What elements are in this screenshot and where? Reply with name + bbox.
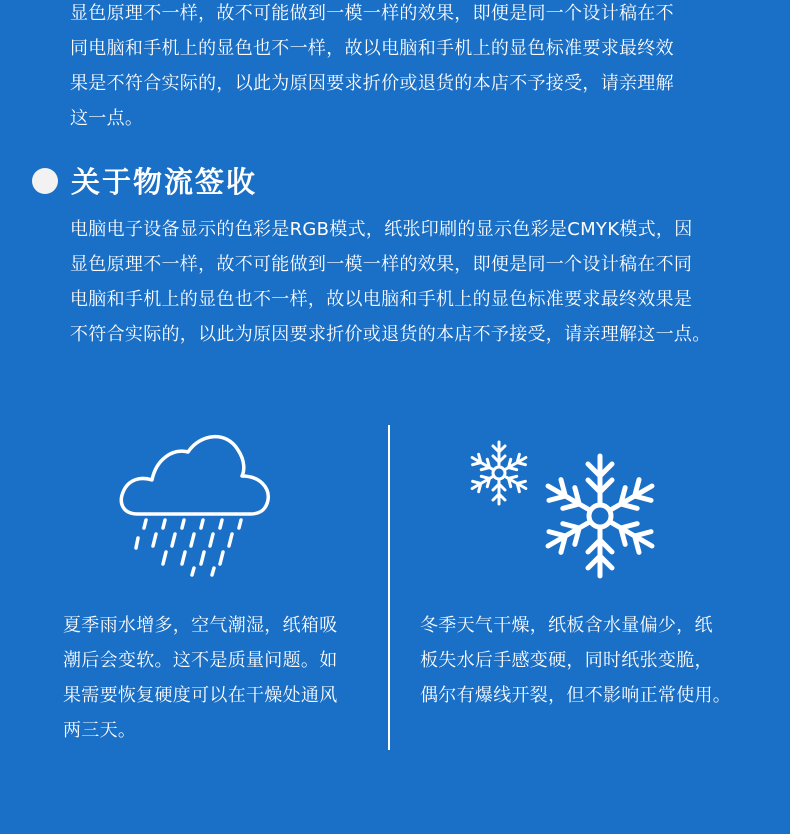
column-divider — [388, 425, 390, 750]
winter-caption-line: 板失水后手感变硬，同时纸张变脆， — [420, 650, 713, 671]
rain-cloud-icon — [118, 428, 274, 584]
intro-line: 显色原理不一样，故不可能做到一模一样的效果，即便是同一个设计稿在不 — [70, 3, 674, 24]
winter-caption-line: 冬季天气干燥，纸板含水量偏少，纸 — [420, 615, 713, 636]
logistics-section-heading — [32, 160, 257, 201]
winter-caption — [420, 608, 731, 713]
bullet-dot-icon — [32, 168, 58, 194]
intro-line: 果是不符合实际的，以此为原因要求折价或退货的本店不予接受，请亲理解 — [70, 73, 674, 94]
section-title: 关于物流签收 — [71, 165, 258, 199]
summer-caption-line: 两三天。 — [63, 720, 137, 741]
intro-line: 同电脑和手机上的显色也不一样，故以电脑和手机上的显色标准要求最终效 — [70, 38, 674, 59]
logistics-line: 电脑电子设备显示的色彩是RGB模式，纸张印刷的显示色彩是CMYK模式，因 — [70, 219, 693, 240]
logistics-line: 显色原理不一样，故不可能做到一模一样的效果，即便是同一个设计稿在不同 — [70, 254, 693, 275]
snowflake-icon — [462, 437, 668, 585]
logistics-line: 不符合实际的，以此为原因要求折价或退货的本店不予接受，请亲理解这一点。 — [70, 324, 711, 345]
intro-paragraph — [70, 0, 674, 136]
winter-caption-line: 偶尔有爆线开裂，但不影响正常使用。 — [420, 685, 732, 706]
summer-caption-line: 潮后会变软。这不是质量问题。如 — [63, 650, 338, 671]
summer-caption-line: 夏季雨水增多，空气潮湿，纸箱吸 — [63, 615, 338, 636]
summer-caption-line: 果需要恢复硬度可以在干燥处通风 — [63, 685, 338, 706]
intro-line: 这一点。 — [70, 108, 144, 129]
logistics-line: 电脑和手机上的显色也不一样，故以电脑和手机上的显色标准要求最终效果是 — [70, 289, 693, 310]
summer-caption — [63, 608, 338, 748]
logistics-paragraph — [70, 212, 711, 352]
